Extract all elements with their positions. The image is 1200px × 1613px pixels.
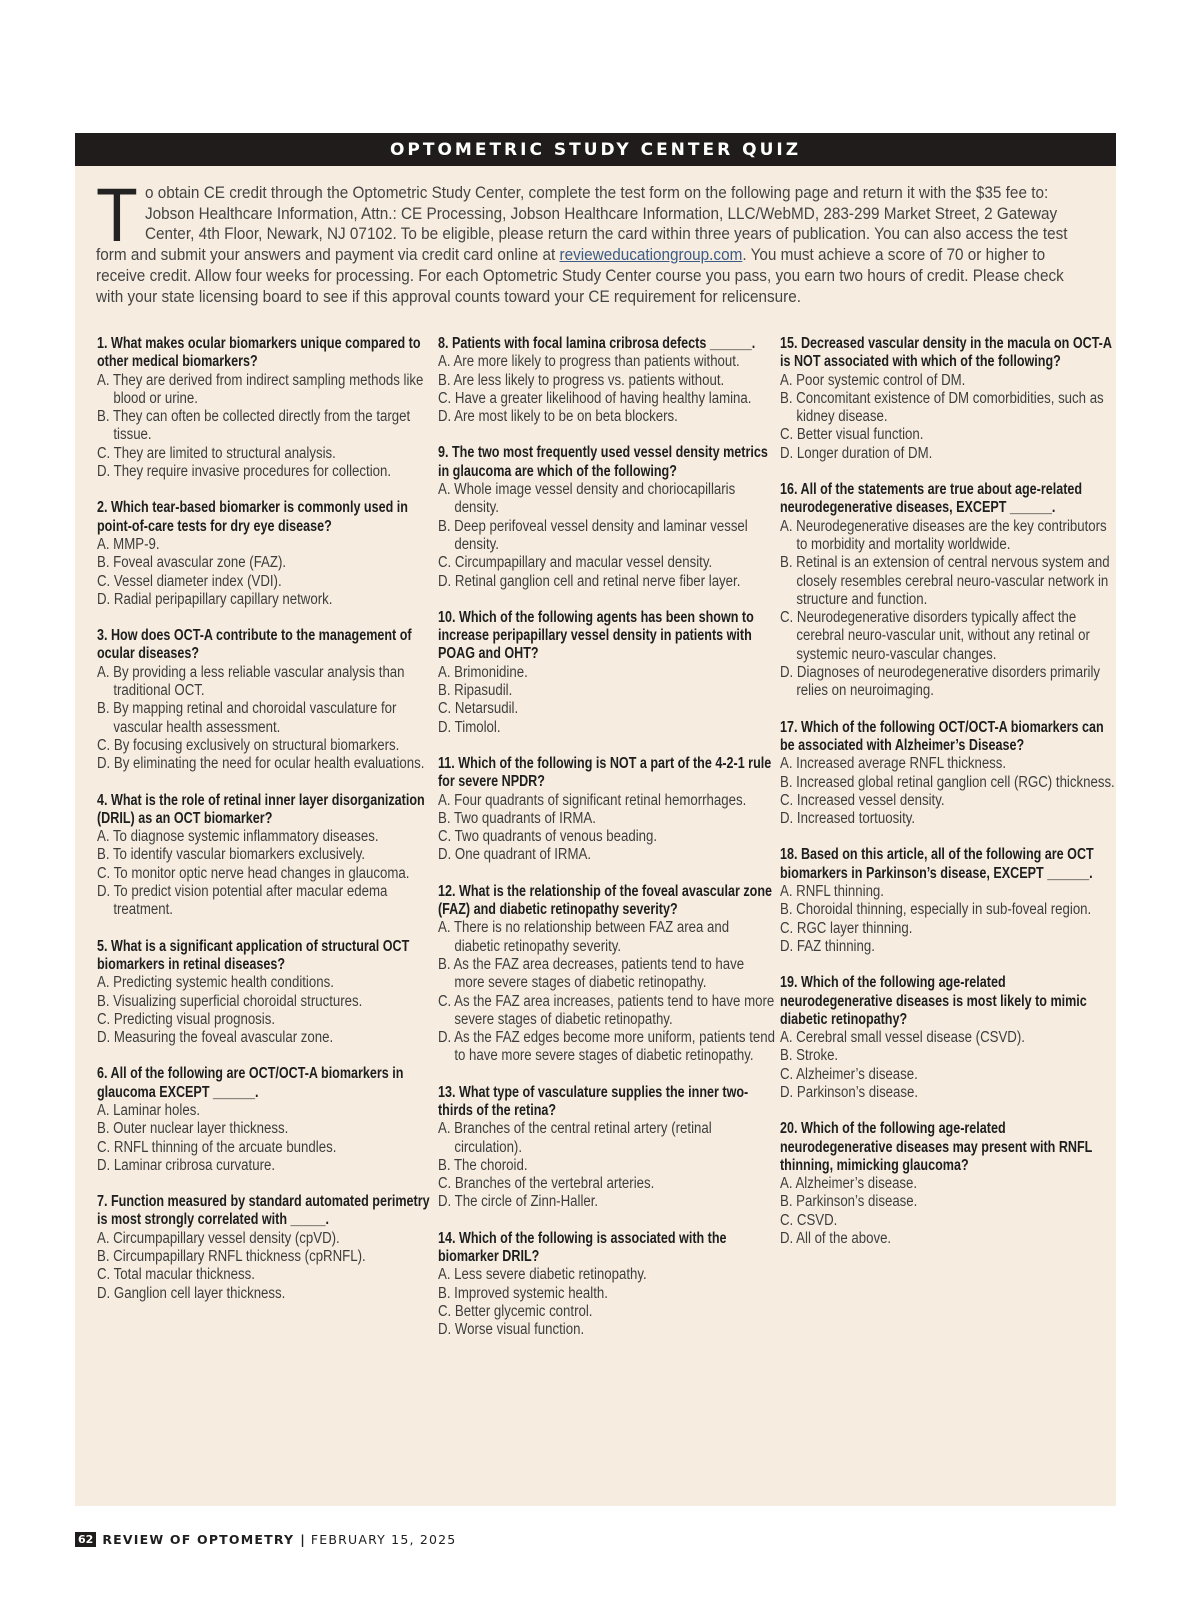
answer-option: C. RNFL thinning of the arcuate bundles. [97, 1138, 337, 1156]
question-text: 13. What type of vasculature supplies the inner two-thirds of the retina? [438, 1083, 749, 1119]
answer-option: D. Increased tortuosity. [780, 810, 916, 828]
question-text: 1. What makes ocular biomarkers unique compared to other medical biomarkers? [97, 335, 421, 371]
answer-option: D. The circle of Zinn-Haller. [438, 1193, 599, 1211]
quiz-question [97, 1065, 437, 1175]
publication-name: REVIEW OF OPTOMETRY [102, 1531, 295, 1547]
answer-option: B. Choroidal thinning, especially in sub-foveal region. [780, 901, 1092, 919]
answer-option: A. To diagnose systemic inflammatory diseases. [97, 828, 379, 846]
answer-option: C. Circumpapillary and macular vessel density. [438, 554, 713, 572]
answer-option: C. Two quadrants of venous beading. [438, 828, 658, 846]
answer-option: B. Retinal is an extension of central nervous system and closely resembles cerebral neuro-vascular network in structure and function. [780, 554, 1110, 608]
quiz-question [780, 335, 1120, 463]
answer-option: B. Outer nuclear layer thickness. [97, 1120, 289, 1138]
answer-option: C. Netarsudil. [438, 700, 519, 718]
answer-option: D. Measuring the foveal avascular zone. [97, 1029, 334, 1047]
quiz-question [97, 1193, 437, 1303]
page-number: 62 [75, 1532, 96, 1547]
quiz-question [780, 974, 1120, 1102]
answer-option: D. To predict vision potential after macular edema treatment. [97, 883, 388, 919]
quiz-question [97, 627, 437, 773]
question-column-1 [97, 335, 437, 1321]
answer-option: A. Laminar holes. [97, 1101, 201, 1119]
answer-option: A. Four quadrants of significant retinal hemorrhages. [438, 791, 747, 809]
answer-option: A. MMP-9. [97, 535, 160, 553]
quiz-question [438, 609, 778, 737]
question-text: 2. Which tear-based biomarker is commonly used in point-of-care tests for dry eye disease? [97, 499, 408, 535]
answer-option: A. RNFL thinning. [780, 883, 884, 901]
quiz-question [780, 1120, 1120, 1248]
answer-option: C. Alzheimer’s disease. [780, 1065, 918, 1083]
question-text: 19. Which of the following age-related neurodegenerative diseases is most likely to mimic diabetic retinopathy? [780, 974, 1087, 1028]
answer-option: C. Predicting visual prognosis. [97, 1010, 276, 1028]
answer-option: D. Longer duration of DM. [780, 444, 933, 462]
answer-option: A. Increased average RNFL thickness. [780, 755, 1007, 773]
answer-option: A. Alzheimer’s disease. [780, 1175, 918, 1193]
answer-option: D. One quadrant of IRMA. [438, 846, 592, 864]
answer-option: C. RGC layer thinning. [780, 919, 913, 937]
answer-option: C. By focusing exclusively on structural biomarkers. [97, 736, 400, 754]
quiz-question [780, 846, 1120, 956]
answer-option: C. They are limited to structural analysis. [97, 444, 336, 462]
answer-option: D. As the FAZ edges become more uniform, patients tend to have more severe stages of diabetic retinopathy. [438, 1029, 775, 1065]
answer-option: A. There is no relationship between FAZ area and diabetic retinopathy severity. [438, 919, 730, 955]
quiz-question [438, 335, 778, 426]
answer-option: D. Diagnoses of neurodegenerative disorders primarily relies on neuroimaging. [780, 664, 1101, 700]
intro-text-before-link: o obtain CE credit through the Optometric Study Center, complete the test form on the following page and return it with the $35 fee to: Jobson Healthcare Information, Attn.: CE Processing, Jobson Healthcare Information, LLC/WebMD, 283-299 Market Street, 2 Gateway Center, 4th Floor, Newark, NJ 07102. To be eligible, please return the card within three years of publication. You can also access the test form and submit your answers and payment via credit card online at [96, 183, 1068, 265]
quiz-question [780, 481, 1120, 701]
quiz-question [438, 1230, 778, 1340]
answer-option: B. Parkinson’s disease. [780, 1193, 918, 1211]
answer-option: D. They require invasive procedures for collection. [97, 463, 392, 481]
quiz-title: OPTOMETRIC STUDY CENTER QUIZ [389, 139, 802, 160]
question-text: 6. All of the following are OCT/OCT-A biomarkers in glaucoma EXCEPT ______. [97, 1065, 404, 1101]
answer-option: B. Foveal avascular zone (FAZ). [97, 554, 287, 572]
answer-option: B. By mapping retinal and choroidal vasculature for vascular health assessment. [97, 700, 397, 736]
answer-option: A. Predicting systemic health conditions. [97, 974, 334, 992]
answer-option: A. Poor systemic control of DM. [780, 371, 966, 389]
answer-option: B. They can often be collected directly from the target tissue. [97, 408, 411, 444]
question-text: 4. What is the role of retinal inner layer disorganization (DRIL) as an OCT biomarker? [97, 791, 425, 827]
answer-option: A. Neurodegenerative diseases are the key contributors to morbidity and mortality worldwide. [780, 517, 1107, 553]
answer-option: A. Branches of the central retinal artery (retinal circulation). [438, 1120, 712, 1156]
question-text: 11. Which of the following is NOT a part of the 4-2-1 rule for severe NPDR? [438, 754, 772, 791]
issue-date: FEBRUARY 15, 2025 [310, 1531, 457, 1547]
answer-option: A. Circumpapillary vessel density (cpVD). [97, 1229, 340, 1247]
answer-option: B. Ripasudil. [438, 682, 513, 700]
quiz-question [438, 755, 778, 865]
quiz-question [97, 499, 437, 609]
page-footer [75, 1530, 456, 1548]
answer-option: D. Laminar cribrosa curvature. [97, 1156, 276, 1174]
answer-option: C. CSVD. [780, 1211, 838, 1229]
answer-option: A. They are derived from indirect sampling methods like blood or urine. [97, 371, 424, 407]
answer-option: D. Timolol. [438, 718, 501, 736]
answer-option: C. As the FAZ area increases, patients tend to have more severe stages of diabetic retinopathy. [438, 992, 775, 1028]
answer-option: A. Whole image vessel density and choriocapillaris density. [438, 481, 736, 517]
question-text: 14. Which of the following is associated with the biomarker DRIL? [438, 1229, 727, 1266]
quiz-question [97, 938, 437, 1048]
question-text: 15. Decreased vascular density in the macula on OCT-A is NOT associated with which of the following? [780, 335, 1112, 371]
answer-option: A. Cerebral small vessel disease (CSVD). [780, 1029, 1025, 1047]
answer-option: D. Ganglion cell layer thickness. [97, 1284, 286, 1302]
quiz-question [780, 719, 1120, 829]
answer-option: C. Better visual function. [780, 426, 924, 444]
intro-text-after-link: . You must achieve a score of 70 or higher to receive credit. Allow four weeks for processing. For each Optometric Study Center course you pass, you earn two hours of credit. Please check with your state licensing board to see if this approval counts toward your CE requirement for relicensure. [96, 245, 1064, 306]
question-text: 17. Which of the following OCT/OCT-A biomarkers can be associated with Alzheimer’s Disease? [780, 718, 1104, 754]
quiz-question [97, 792, 437, 920]
quiz-banner [75, 133, 1116, 166]
answer-option: C. To monitor optic nerve head changes in glaucoma. [97, 864, 410, 882]
answer-option: A. Are more likely to progress than patients without. [438, 353, 740, 371]
answer-option: B. Improved systemic health. [438, 1284, 608, 1302]
answer-option: C. Neurodegenerative disorders typically affect the cerebral neuro-vascular unit, without any retinal or systemic neuro-vascular changes. [780, 609, 1090, 663]
question-column-2 [438, 335, 778, 1358]
answer-option: A. By providing a less reliable vascular analysis than traditional OCT. [97, 663, 405, 700]
answer-option: A. Less severe diabetic retinopathy. [438, 1266, 647, 1284]
quiz-question [438, 883, 778, 1066]
drop-cap: T [96, 173, 138, 258]
footer-separator: | [300, 1531, 305, 1547]
question-text: 5. What is a significant application of structural OCT biomarkers in retinal diseases? [97, 937, 410, 973]
answer-option: B. The choroid. [438, 1156, 528, 1174]
answer-option: D. FAZ thinning. [780, 937, 875, 955]
answer-option: D. All of the above. [780, 1230, 892, 1248]
answer-option: B. Circumpapillary RNFL thickness (cpRNFL). [97, 1248, 366, 1266]
answer-option: D. Parkinson’s disease. [780, 1083, 919, 1101]
question-text: 12. What is the relationship of the foveal avascular zone (FAZ) and diabetic retinopathy severity? [438, 882, 773, 919]
quiz-question [97, 335, 437, 481]
answer-option: B. Deep perifoveal vessel density and laminar vessel density. [438, 517, 748, 553]
answer-option: B. As the FAZ area decreases, patients tend to have more severe stages of diabetic retinopathy. [438, 955, 745, 992]
quiz-question [438, 1084, 778, 1212]
answer-option: B. Are less likely to progress vs. patients without. [438, 371, 725, 389]
question-text: 9. The two most frequently used vessel density metrics in glaucoma are which of the following? [438, 444, 768, 480]
answer-option: D. By eliminating the need for ocular health evaluations. [97, 755, 425, 773]
question-text: 18. Based on this article, all of the following are OCT biomarkers in Parkinson’s disease, EXCEPT ______. [780, 846, 1094, 882]
answer-option: B. To identify vascular biomarkers exclusively. [97, 846, 366, 864]
quiz-question [438, 444, 778, 590]
answer-option: D. Retinal ganglion cell and retinal nerve fiber layer. [438, 572, 741, 590]
answer-option: B. Increased global retinal ganglion cell (RGC) thickness. [780, 773, 1115, 791]
answer-option: B. Stroke. [780, 1047, 839, 1065]
answer-option: B. Two quadrants of IRMA. [438, 809, 596, 827]
question-text: 20. Which of the following age-related neurodegenerative diseases may present with RNFL thinning, mimicking glaucoma? [780, 1120, 1093, 1174]
question-column-3 [780, 335, 1120, 1266]
answer-option: A. Brimonidine. [438, 663, 528, 681]
answer-option: C. Total macular thickness. [97, 1266, 255, 1284]
answer-option: C. Have a greater likelihood of having healthy lamina. [438, 389, 752, 407]
question-text: 3. How does OCT-A contribute to the management of ocular diseases? [97, 627, 412, 663]
answer-option: C. Vessel diameter index (VDI). [97, 572, 282, 590]
intro-paragraph [96, 173, 1095, 307]
answer-option: D. Worse visual function. [438, 1321, 585, 1339]
review-education-link[interactable]: revieweducationgroup.com [559, 245, 743, 265]
answer-option: C. Better glycemic control. [438, 1302, 593, 1320]
question-text: 8. Patients with focal lamina cribrosa defects ______. [438, 335, 756, 352]
question-text: 10. Which of the following agents has been shown to increase peripapillary vessel density in patients with POAG and OHT? [438, 608, 754, 663]
answer-option: C. Increased vessel density. [780, 791, 945, 809]
answer-option: C. Branches of the vertebral arteries. [438, 1175, 655, 1193]
question-text: 7. Function measured by standard automated perimetry is most strongly correlated with _____. [97, 1193, 430, 1229]
answer-option: B. Visualizing superficial choroidal structures. [97, 992, 363, 1010]
question-text: 16. All of the statements are true about age-related neurodegenerative diseases, EXCEPT ______. [780, 481, 1083, 517]
answer-option: B. Concomitant existence of DM comorbidities, such as kidney disease. [780, 389, 1104, 426]
answer-option: D. Radial peripapillary capillary network. [97, 590, 333, 608]
answer-option: D. Are most likely to be on beta blockers. [438, 408, 678, 426]
